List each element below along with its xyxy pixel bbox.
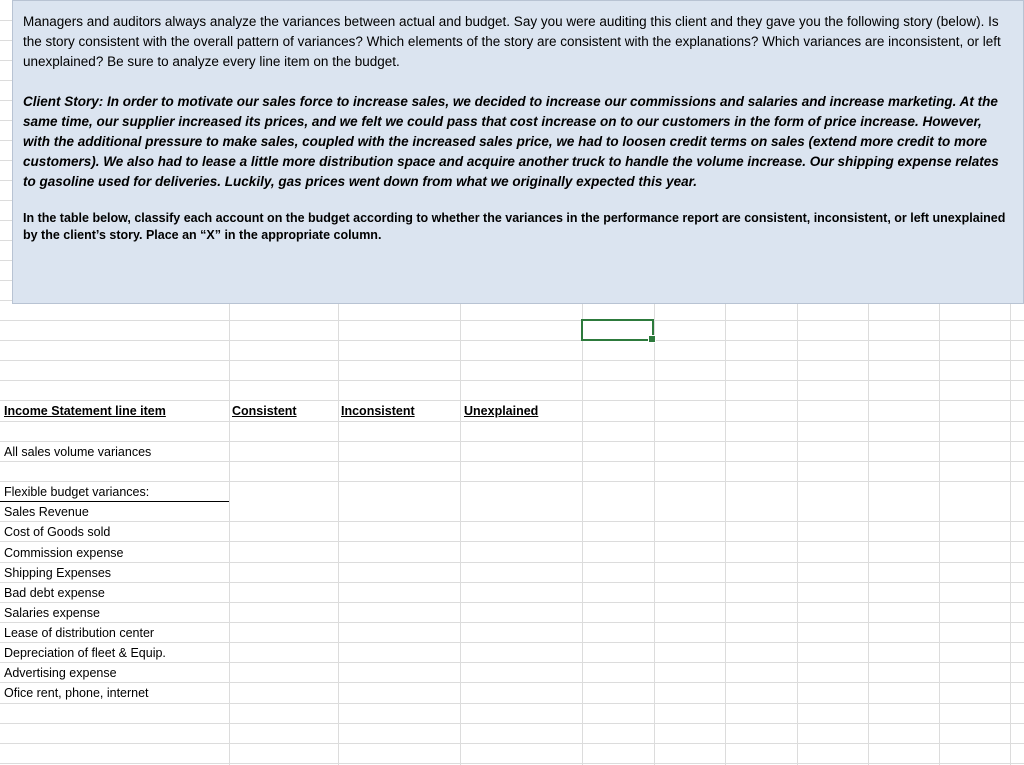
row-divider xyxy=(0,521,1024,522)
line-item-depreciation[interactable]: Depreciation of fleet & Equip. xyxy=(4,646,166,660)
line-item-cogs[interactable]: Cost of Goods sold xyxy=(4,525,111,539)
row-divider xyxy=(0,763,1024,764)
intro-paragraph: Managers and auditors always analyze the variances between actual and budget. Say you were auditing this client and they gave you the following story (below). Is the story consistent with the overall pattern of variances? Which elements of the story are consistent with the explanations? Which variances are inconsistent, or left unexplained? Be sure to analyze every line item on the budget. xyxy=(23,14,1001,69)
row-divider xyxy=(0,380,1024,381)
row-divider xyxy=(0,340,1024,341)
line-item-shipping[interactable]: Shipping Expenses xyxy=(4,566,112,580)
row-divider xyxy=(0,682,1024,683)
line-item-bad-debt[interactable]: Bad debt expense xyxy=(4,586,105,600)
row-divider xyxy=(0,180,12,181)
header-inconsistent[interactable]: Inconsistent xyxy=(341,404,415,418)
header-unexplained[interactable]: Unexplained xyxy=(464,404,539,418)
header-consistent[interactable]: Consistent xyxy=(232,404,297,418)
row-divider xyxy=(0,40,12,41)
row-divider xyxy=(0,461,1024,462)
row-divider xyxy=(0,260,12,261)
row-divider xyxy=(0,240,12,241)
row-divider xyxy=(0,703,1024,704)
row-divider xyxy=(0,300,12,301)
row-divider xyxy=(0,622,1024,623)
row-divider xyxy=(0,160,12,161)
row-divider xyxy=(0,100,12,101)
instructions-text-box[interactable] xyxy=(12,0,1024,304)
fill-handle[interactable] xyxy=(648,335,656,343)
row-divider xyxy=(0,421,1024,422)
row-divider xyxy=(0,723,1024,724)
row-divider xyxy=(0,562,1024,563)
flexible-budget-label[interactable]: Flexible budget variances: xyxy=(4,485,150,499)
header-line-item[interactable]: Income Statement line item xyxy=(4,404,166,418)
row-divider xyxy=(0,642,1024,643)
row-divider xyxy=(0,602,1024,603)
row-divider xyxy=(0,360,1024,361)
line-item-commission[interactable]: Commission expense xyxy=(4,546,124,560)
row-divider xyxy=(0,743,1024,744)
line-item-advertising[interactable]: Advertising expense xyxy=(4,666,117,680)
selected-cell[interactable] xyxy=(581,319,654,341)
line-item-lease[interactable]: Lease of distribution center xyxy=(4,626,155,640)
client-story: Client Story: In order to motivate our sales force to increase sales, we decided to increase our commissions and salaries and increase marketing. At the same time, our supplier increased its prices, and we felt we could pass that cost increase on to our customers in the form of price increase. However, with the additional pressure to make sales, coupled with the increased sales price, we had to loosen credit terms on sales (extend more credit to more customers). We also had to lease a little more distribution space and acquire another truck to handle the volume increase. Our shipping expense relates to gasoline used for deliveries. Luckily, gas prices went down from what we originally expected this year. xyxy=(23,94,999,189)
line-item-salaries[interactable]: Salaries expense xyxy=(4,606,100,620)
row-divider xyxy=(0,60,12,61)
row-divider xyxy=(0,20,12,21)
row-divider xyxy=(0,320,1024,321)
row-divider xyxy=(0,582,1024,583)
row-divider xyxy=(0,200,12,201)
sales-volume-label[interactable]: All sales volume variances xyxy=(4,445,152,459)
row-divider xyxy=(0,541,1024,542)
cell-bottom-border xyxy=(0,501,229,502)
row-divider xyxy=(0,481,1024,482)
classification-instruction: In the table below, classify each account on the budget according to whether the variances in the performance report are consistent, inconsistent, or left unexplained by the client’s story. Place an “X” in the appropriate column. xyxy=(23,211,1006,242)
row-divider xyxy=(0,140,12,141)
row-divider xyxy=(0,120,12,121)
row-divider xyxy=(0,662,1024,663)
row-divider xyxy=(0,280,12,281)
row-divider xyxy=(0,80,12,81)
line-item-sales-revenue[interactable]: Sales Revenue xyxy=(4,505,89,519)
row-divider xyxy=(0,441,1024,442)
line-item-office-rent[interactable]: Ofice rent, phone, internet xyxy=(4,686,149,700)
row-divider xyxy=(0,220,12,221)
row-divider xyxy=(0,400,1024,401)
